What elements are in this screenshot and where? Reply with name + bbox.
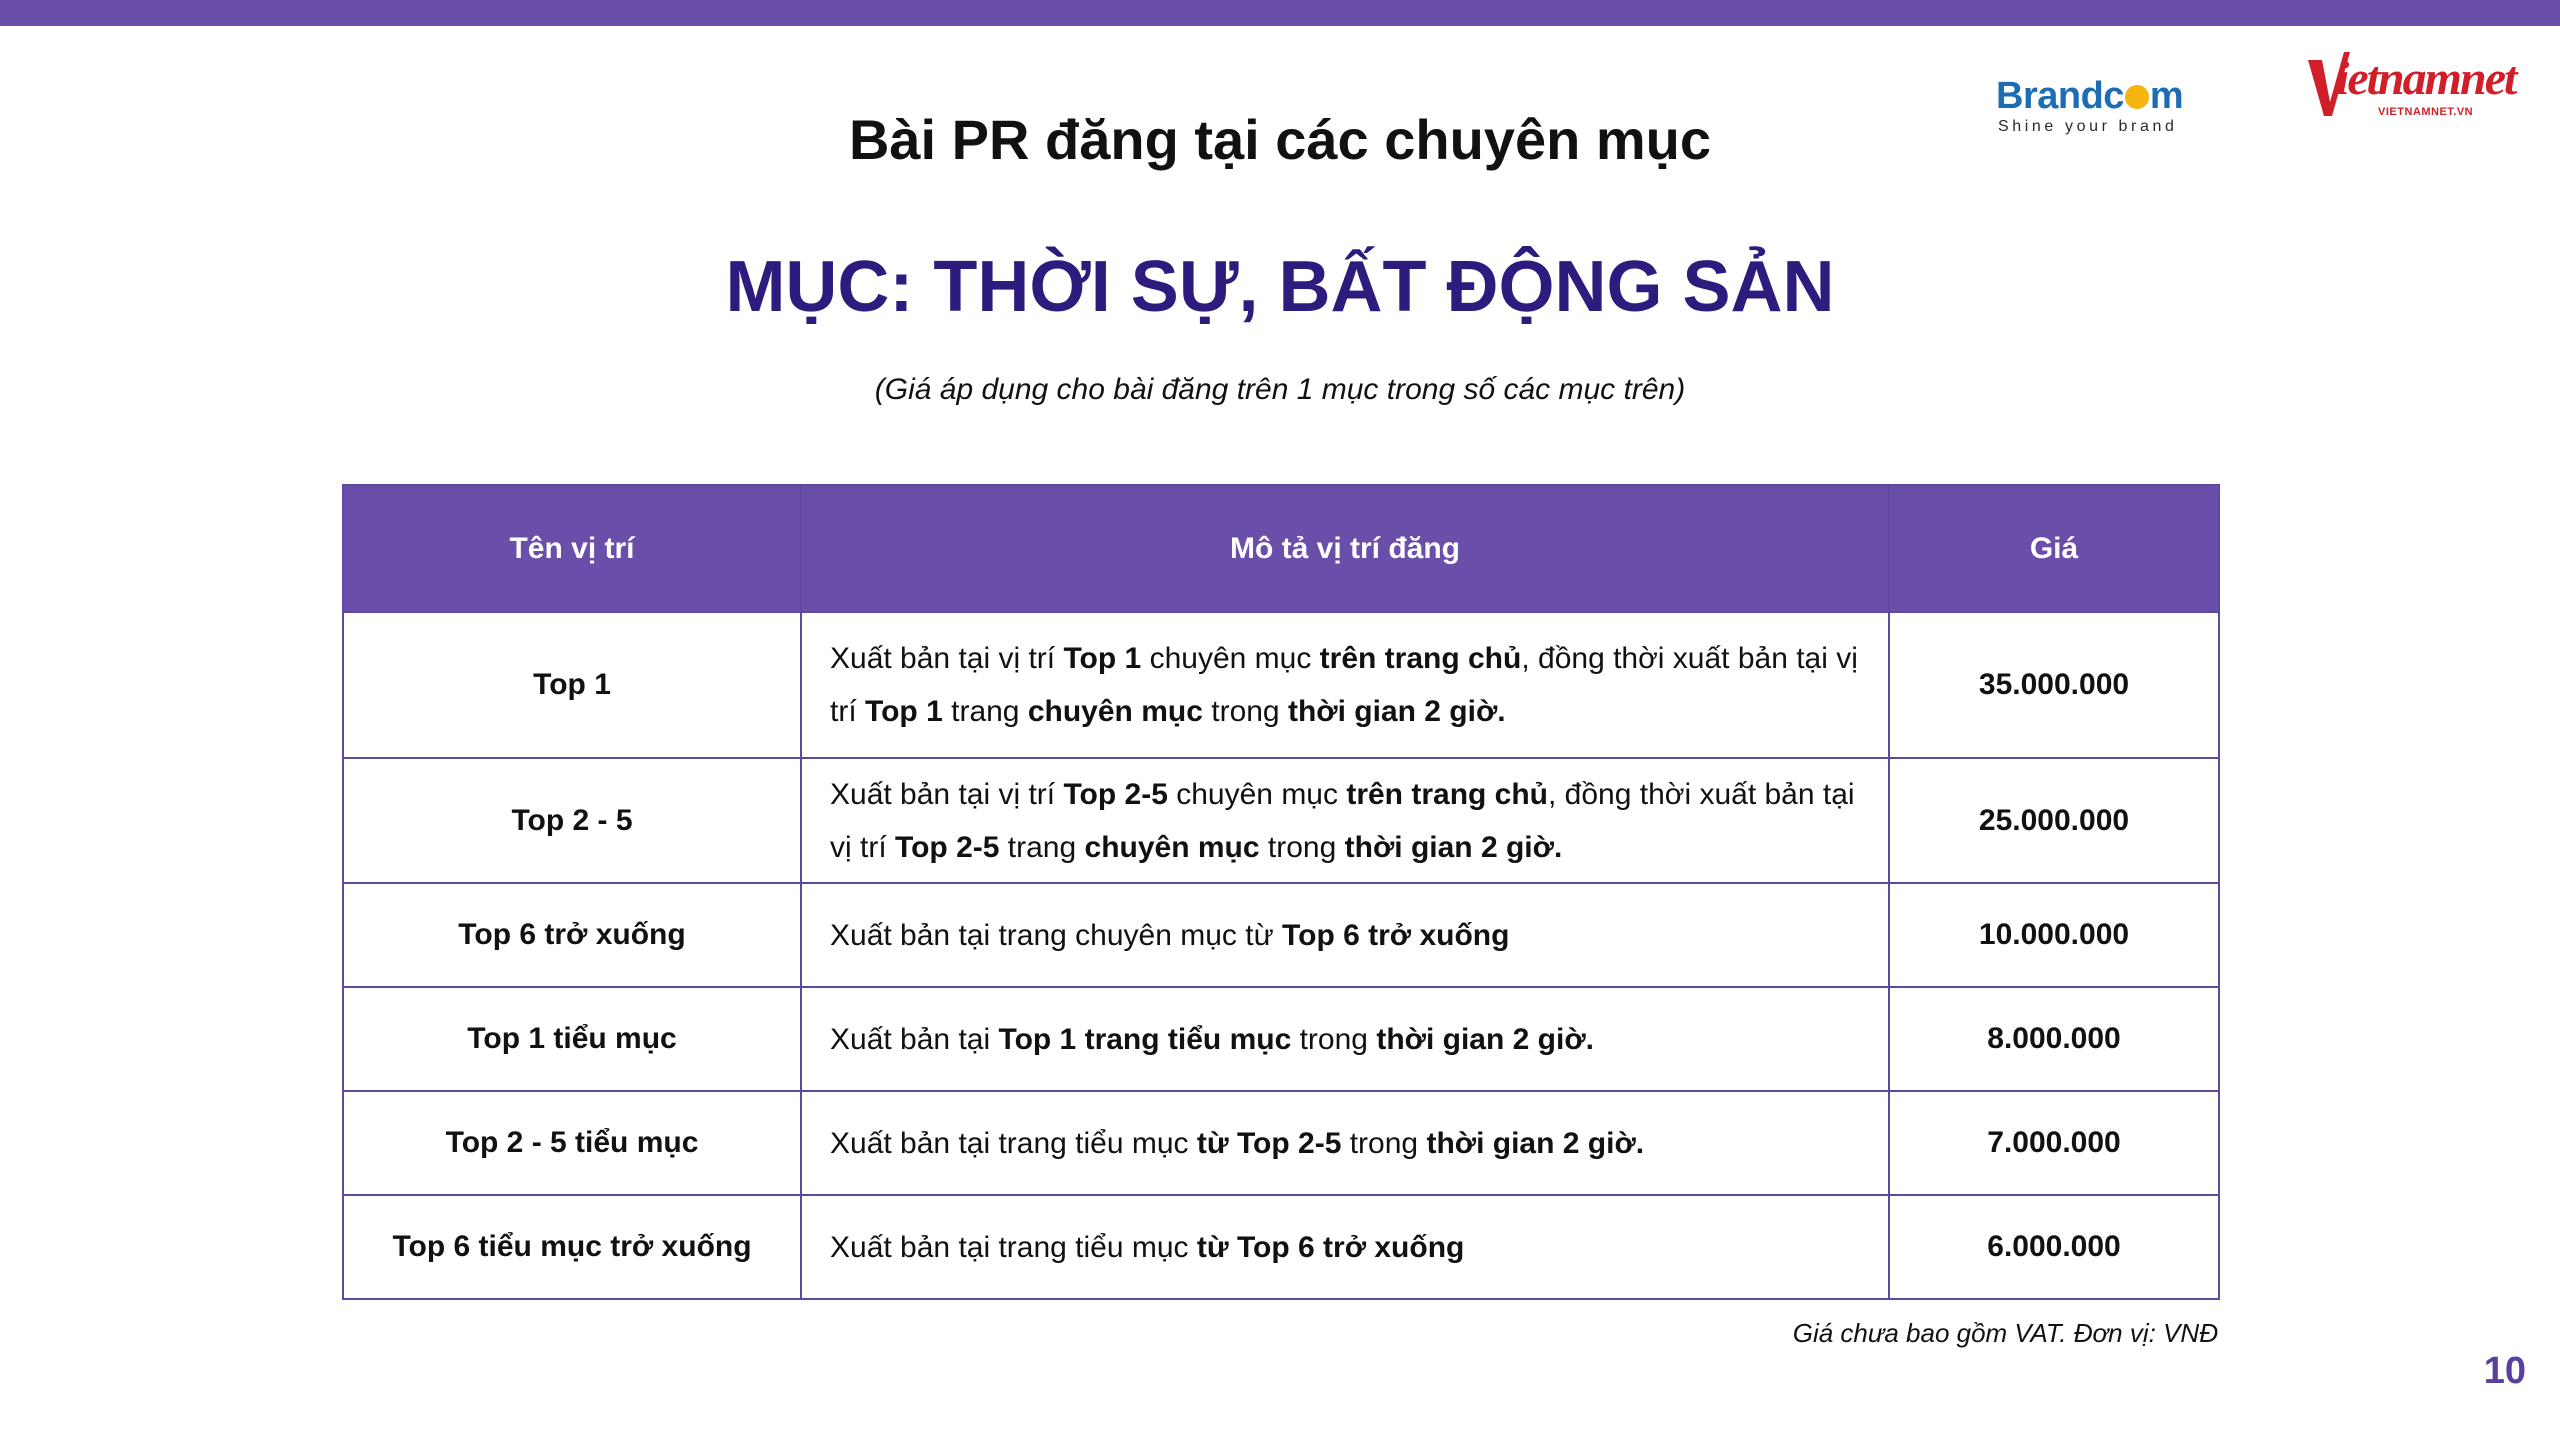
description-text: trang — [999, 830, 1085, 864]
position-cell: Top 6 trở xuống — [343, 883, 801, 987]
position-cell: Top 1 — [343, 612, 801, 758]
price-cell: 8.000.000 — [1889, 987, 2219, 1091]
price-cell: 7.000.000 — [1889, 1091, 2219, 1195]
description-bold-text: từ Top 6 trở xuống — [1196, 1230, 1465, 1264]
slide-title: Bài PR đăng tại các chuyên mục — [848, 108, 1712, 171]
description-bold-text: Top 1 — [865, 695, 943, 728]
brandcom-tagline: Shine your brand — [1998, 118, 2178, 135]
description-text: Xuất bản tại vị trí — [830, 777, 1064, 811]
description-text: chuyên mục — [1167, 777, 1347, 811]
description-text: Xuất bản tại vị trí — [830, 642, 1064, 675]
description-bold-text: Top 2-5 — [1063, 777, 1168, 811]
description-text: Xuất bản tại trang tiểu mục — [830, 1126, 1197, 1160]
description-text: trong — [1341, 1126, 1427, 1160]
description-bold-text: thời gian 2 giờ. — [1376, 1022, 1594, 1056]
position-cell: Top 2 - 5 — [343, 758, 801, 883]
description-text: Xuất bản tại — [830, 1022, 999, 1056]
description-text: , đồng thời xuất bản tại vị trí — [830, 777, 1855, 864]
table-row — [343, 883, 2219, 987]
description-text: Xuất bản tại trang tiểu mục — [830, 1230, 1197, 1264]
description-bold-text: thời gian 2 giờ. — [1287, 695, 1506, 728]
description-text: trong — [1202, 695, 1288, 728]
page-number: 10 — [2483, 1350, 2526, 1392]
description-bold-text: Top 1 trang tiểu mục — [998, 1022, 1292, 1056]
description-text: trong — [1291, 1022, 1377, 1056]
description-bold-text: Top 2-5 — [895, 830, 1000, 864]
table-row — [343, 987, 2219, 1091]
vietnamnet-domain: VIETNAMNET.VN — [2378, 106, 2474, 118]
table-row — [343, 1091, 2219, 1195]
description-text: trong — [1259, 830, 1345, 864]
subtitle-note: (Giá áp dụng cho bài đăng trên 1 mục trong số các mục trên) — [874, 373, 1686, 406]
section-heading: MỤC: THỜI SỰ, BẤT ĐỘNG SẢN — [725, 247, 1835, 327]
description-bold-text: chuyên mục — [1084, 830, 1260, 864]
table-header-row — [343, 485, 2219, 612]
price-cell: 6.000.000 — [1889, 1195, 2219, 1299]
table-row — [343, 758, 2219, 883]
table-row — [343, 1195, 2219, 1299]
description-bold-text: Top 1 — [1063, 642, 1142, 675]
description-bold-text: trên trang chủ — [1346, 777, 1549, 811]
description-cell — [801, 883, 1889, 987]
description-cell — [801, 758, 1889, 883]
position-cell: Top 2 - 5 tiểu mục — [343, 1091, 801, 1195]
description-bold-text: từ Top 2-5 — [1196, 1126, 1342, 1160]
footer-note: Giá chưa bao gồm VAT. Đơn vị: VNĐ — [1792, 1318, 2218, 1348]
position-cell: Top 6 tiểu mục trở xuống — [343, 1195, 801, 1299]
price-cell: 10.000.000 — [1889, 883, 2219, 987]
description-text: , đồng thời xuất bản tại vị trí — [830, 642, 1858, 728]
vietnamnet-wordmark: ietnamnet — [2336, 52, 2516, 105]
table-body — [343, 612, 2219, 1299]
description-bold-text: thời gian 2 giờ. — [1344, 830, 1563, 864]
table-row — [343, 612, 2219, 758]
column-header-position: Tên vị trí — [343, 485, 801, 612]
description-bold-text: trên trang chủ — [1319, 642, 1522, 675]
description-cell — [801, 612, 1889, 758]
description-text: chuyên mục — [1141, 642, 1320, 675]
price-table — [342, 484, 2220, 1300]
description-bold-text: thời gian 2 giờ. — [1426, 1126, 1645, 1160]
price-cell: 35.000.000 — [1889, 612, 2219, 758]
brandcom-word-start: Brandc — [1996, 75, 2124, 117]
brandcom-word-end: m — [2149, 75, 2184, 117]
description-cell — [801, 987, 1889, 1091]
description-bold-text: Top 6 trở xuống — [1282, 918, 1510, 952]
description-text: Xuất bản tại trang chuyên mục từ — [830, 918, 1283, 952]
top-accent-bar — [0, 0, 2560, 26]
description-cell — [801, 1091, 1889, 1195]
price-cell: 25.000.000 — [1889, 758, 2219, 883]
column-header-description: Mô tả vị trí đăng — [801, 485, 1889, 612]
position-cell: Top 1 tiểu mục — [343, 987, 801, 1091]
description-bold-text: chuyên mục — [1027, 695, 1203, 728]
column-header-price: Giá — [1889, 485, 2219, 612]
description-text: trang — [942, 695, 1028, 728]
description-cell — [801, 1195, 1889, 1299]
